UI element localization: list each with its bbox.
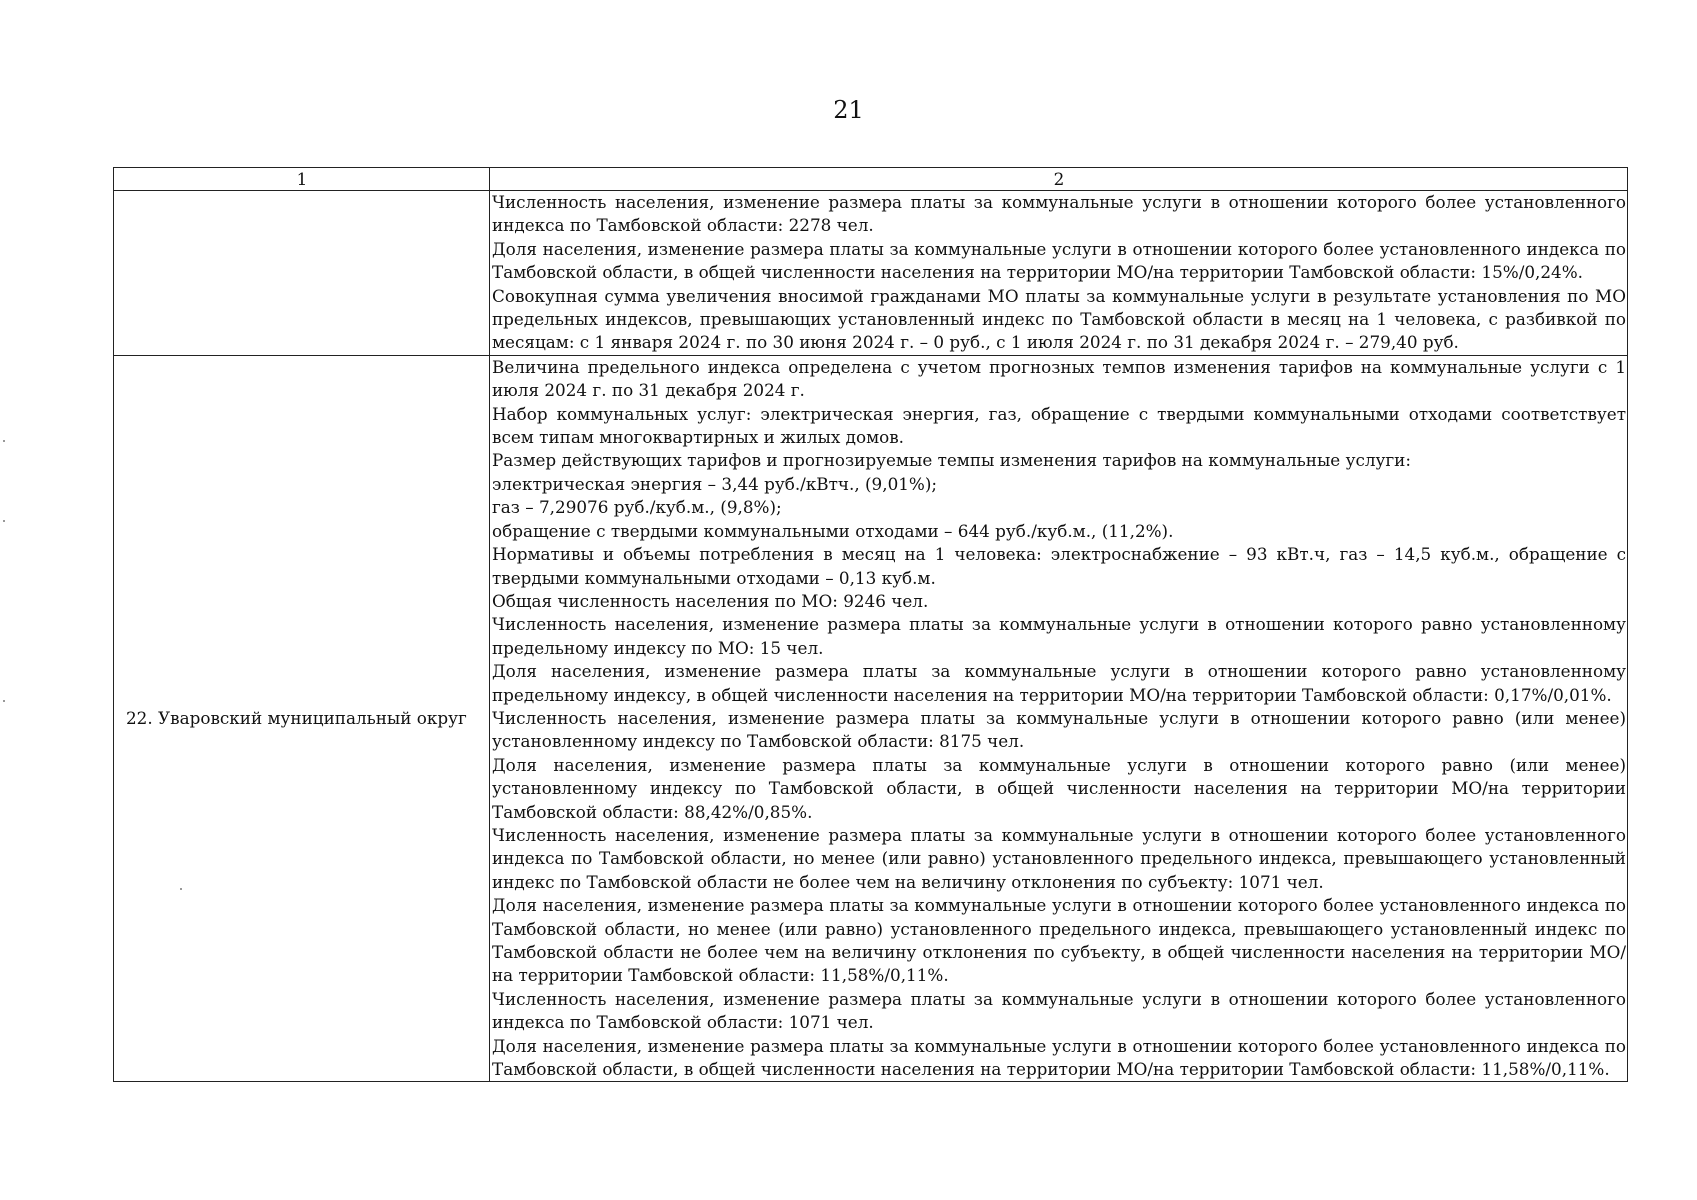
- paragraph: Набор коммунальных услуг: электрическая энергия, газ, обращение с твердыми коммунальными отходами соответствует всем типам многоквартирных и жилых домов.: [492, 403, 1626, 448]
- paragraph: Доля населения, изменение размера платы за коммунальные услуги в отношении которого более установленного индекса по Тамбовской области, в общей численности населения на территории МО/на территории Тамбовской области: 11,58%/0,11%.: [492, 1035, 1626, 1080]
- column-header-1: 1: [114, 168, 490, 191]
- paragraph: Численность населения, изменение размера платы за коммунальные услуги в отношении которого более установленного индекса по Тамбовской области: 2278 чел.: [492, 192, 1626, 236]
- paragraph: электрическая энергия – 3,44 руб./кВтч., (9,01%);: [492, 473, 938, 494]
- paragraph: газ – 7,29076 руб./куб.м., (9,8%);: [492, 497, 782, 518]
- data-table: [113, 167, 1628, 1082]
- paragraph: Численность населения, изменение размера платы за коммунальные услуги в отношении которого более установленного индекса по Тамбовской области: 1071 чел.: [492, 988, 1626, 1033]
- paragraph: Доля населения, изменение размера платы за коммунальные услуги в отношении которого равно (или менее) установленному индексу по Тамбовской области, в общей численности населения на территории МО/на территории Тамбовской области: 88,42%/0,85%.: [492, 754, 1626, 822]
- paragraph: Доля населения, изменение размера платы за коммунальные услуги в отношении которого более установленного индекса по Тамбовской области, в общей численности населения на территории МО/на территории Тамбовской области: 15%/0,24%.: [492, 238, 1626, 283]
- table-row: [114, 191, 1628, 356]
- paragraph: Размер действующих тарифов и прогнозируемые темпы изменения тарифов на коммунальные услуги:: [492, 450, 1412, 471]
- paragraph: Численность населения, изменение размера платы за коммунальные услуги в отношении которого равно (или менее) установленному индексу по Тамбовской области: 8175 чел.: [492, 707, 1626, 752]
- scan-speck: [3, 520, 5, 522]
- paragraph: Численность населения, изменение размера платы за коммунальные услуги в отношении которого равно установленному предельному индексу по МО: 15 чел.: [492, 614, 1626, 658]
- paragraph: Численность населения, изменение размера платы за коммунальные услуги в отношении которого более установленного индекса по Тамбовской области, но менее (или равно) установленного предельного индекса, превышающего установленный индекс по Тамбовской области не более чем на величину отклонения по субъекту: 1071 чел.: [492, 824, 1626, 892]
- paragraph: Общая численность населения по МО: 9246 чел.: [492, 590, 929, 611]
- paragraph: Нормативы и объемы потребления в месяц на 1 человека: электроснабжение – 93 кВт.ч, газ – 14,5 куб.м., обращение с твердыми коммунальными отходами – 0,13 куб.м.: [492, 544, 1626, 588]
- page-number: 21: [833, 96, 864, 124]
- scan-speck: [3, 700, 5, 702]
- paragraph: Доля населения, изменение размера платы за коммунальные услуги в отношении которого равно установленному предельному индексу, в общей численности населения на территории МО/на территории Тамбовской области: 0,17%/0,01%.: [492, 661, 1626, 705]
- column-header-2: 2: [490, 168, 1628, 191]
- scan-speck: [3, 440, 5, 442]
- region-cell: 22. Уваровский муниципальный округ: [114, 355, 490, 1082]
- table-row: [114, 355, 1628, 1082]
- region-cell: [114, 191, 490, 356]
- table-header-row: [114, 168, 1628, 191]
- paragraph: Величина предельного индекса определена с учетом прогнозных темпов изменения тарифов на коммунальные услуги с 1 июля 2024 г. по 31 декабря 2024 г.: [492, 356, 1626, 401]
- details-cell: [490, 191, 1628, 356]
- details-cell: [490, 355, 1628, 1082]
- paragraph: Доля населения, изменение размера платы за коммунальные услуги в отношении которого более установленного индекса по Тамбовской области, но менее (или равно) установленного предельного индекса, превышающего установленный индекс по Тамбовской области не более чем на величину отклонения по субъекту, в общей численности населения на территории МО/на территории Тамбовской области: 11,58%/0,11%.: [492, 895, 1626, 986]
- paragraph: обращение с твердыми коммунальными отходами – 644 руб./куб.м., (11,2%).: [492, 520, 1174, 541]
- scan-speck: [180, 888, 182, 890]
- paragraph: Совокупная сумма увеличения вносимой гражданами МО платы за коммунальные услуги в результате установления по МО предельных индексов, превышающих установленный индекс по Тамбовской области в месяц на 1 человека, с разбивкой по месяцам: с 1 января 2024 г. по 30 июня 2024 г. – 0 руб., с 1 июля 2024 г. по 31 декабря 2024 г. – 279,40 руб.: [492, 285, 1626, 353]
